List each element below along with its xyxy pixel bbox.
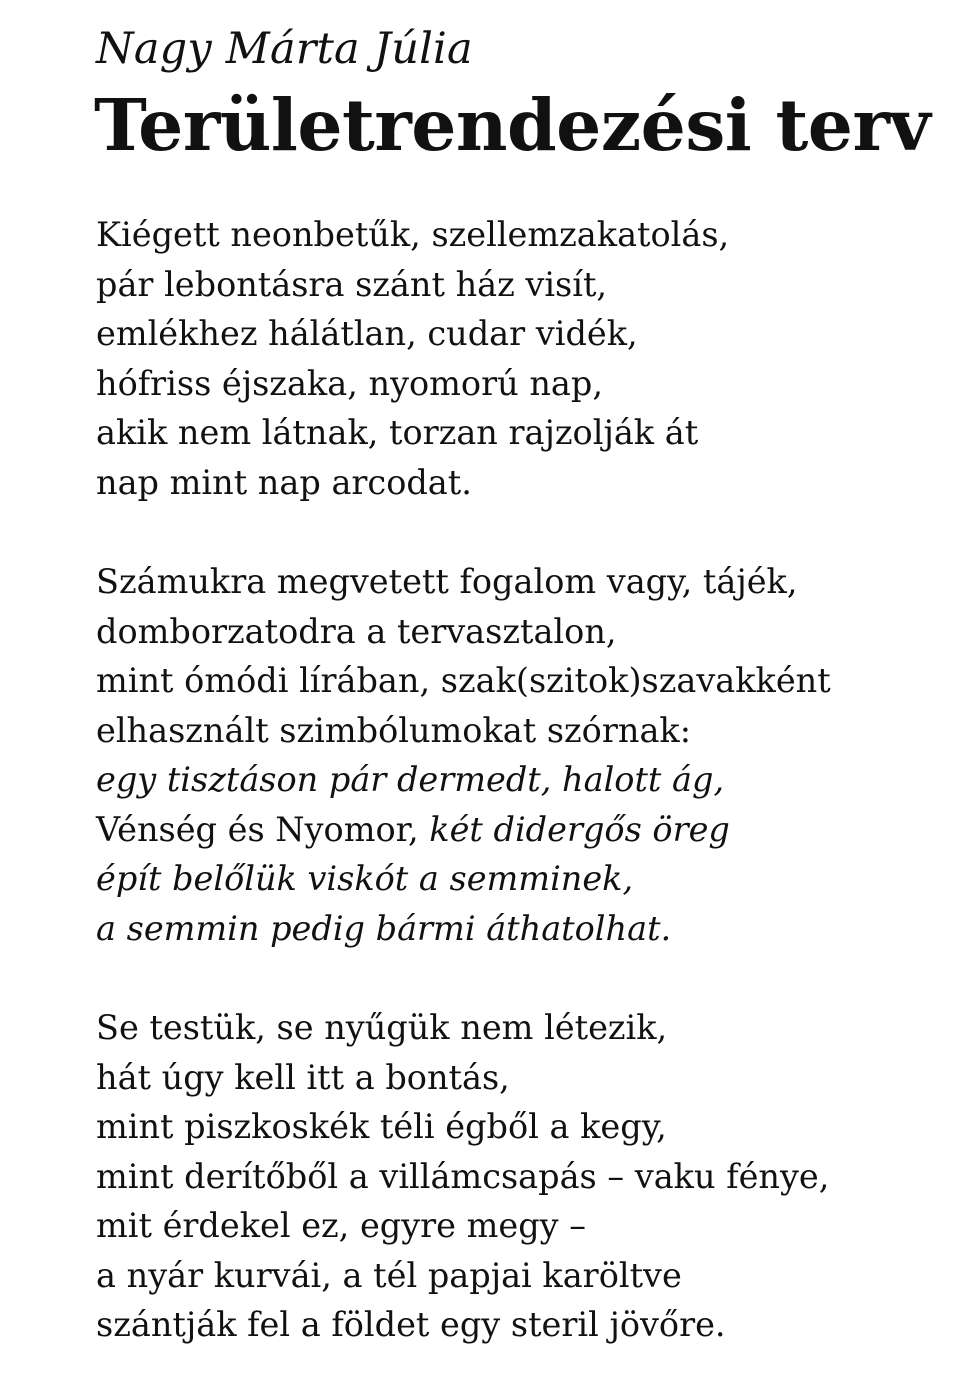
poem-line: Kiégett neonbetűk, szellemzakatolás, (96, 215, 730, 254)
poem-line: elhasznált szimbólumokat szórnak: (96, 710, 692, 750)
poem-line: hát úgy kell itt a bontás, (96, 1057, 510, 1097)
poem-line-italic: egy tisztáson pár dermedt, halott ág, (96, 760, 725, 799)
poem-line: nap mint nap arcodat. (96, 462, 472, 502)
poem-page (96, 22, 966, 1400)
poem-line-italic: épít belőlük viskót a semminek, (96, 859, 634, 898)
poem-line: hófriss éjszaka, nyomorú nap, (96, 363, 603, 403)
poem-line: pár lebontásra szánt ház visít, (96, 264, 608, 304)
poem-line-mixed (96, 805, 966, 855)
poem-line: Számukra megvetett fogalom vagy, tájék, (96, 562, 798, 601)
poem-title: Területrendezési terv (94, 83, 931, 167)
poem-line: mint piszkoskék téli égből a kegy, (96, 1107, 667, 1146)
poem-line-italic: a semmin pedig bármi áthatolhat. (96, 908, 672, 948)
author-name: Nagy Márta Júlia (96, 24, 473, 74)
poem-line: mint derítőből a villámcsapás – vaku fénye, (96, 1156, 830, 1196)
poem-line-roman-part: Vénség és Nyomor, (96, 809, 419, 849)
poem-line: a nyár kurvái, a tél papjai karöltve (96, 1255, 682, 1295)
poem-line: akik nem látnak, torzan rajzolják át (96, 413, 699, 452)
poem-line: mint ómódi lírában, szak(szitok)szavakként (96, 661, 831, 700)
poem-line: mit érdekel ez, egyre megy – (96, 1206, 587, 1245)
poem-line-italic-part: két didergős öreg (418, 809, 730, 849)
stanza-3 (96, 1003, 966, 1350)
poem-line: domborzatodra a tervasztalon, (96, 611, 617, 651)
stanza-1 (96, 210, 966, 507)
poem-line: emlékhez hálátlan, cudar vidék, (96, 314, 638, 353)
poem-body (96, 210, 966, 1350)
stanza-2 (96, 557, 966, 953)
poem-line: Se testük, se nyűgük nem létezik, (96, 1008, 668, 1047)
poem-line: szántják fel a földet egy steril jövőre. (96, 1305, 726, 1344)
